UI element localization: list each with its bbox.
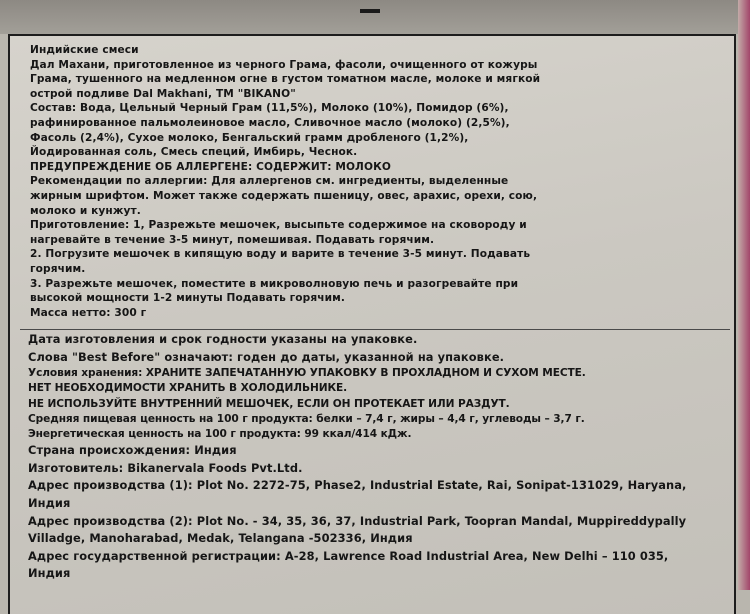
allergy-advice-line: молоко и кунжут. [30, 204, 141, 217]
allergen-warning: ПРЕДУПРЕЖДЕНИЕ ОБ АЛЛЕРГЕНЕ: СОДЕРЖИТ: МОЛОКО [30, 160, 391, 173]
dash-mark [360, 9, 380, 13]
address-line: Индия [28, 495, 71, 510]
product-label [8, 34, 736, 614]
storage-and-manufacturer-section [28, 331, 728, 583]
nutrition-line: Средняя пищевая ценность на 100 г продукта: белки – 7,4 г, жиры – 4,4 г, углеводы – 3,7 г. [28, 412, 585, 425]
best-before-line: Слова "Best Before" означают: годен до даты, указанной на упаковке. [28, 349, 505, 364]
product-description-section [30, 43, 730, 320]
address-line: Индия [28, 566, 71, 581]
category-line: Индийские смеси [30, 44, 139, 56]
address-line: Адрес государственной регистрации: A-28, Lawrence Road Industrial Area, New Delhi – 110 035, [28, 548, 669, 563]
storage-conditions-line: Условия хранения: ХРАНИТЕ ЗАПЕЧАТАННУЮ УПАКОВКУ В ПРОХЛАДНОМ И СУХОМ МЕСТЕ. [28, 367, 586, 380]
country-of-origin: Страна происхождения: Индия [28, 443, 237, 458]
net-weight: Масса нетто: 300 г [30, 306, 147, 319]
background-strip [0, 0, 750, 34]
allergy-advice-line: Рекомендации по аллергии: Для аллергенов см. ингредиенты, выделенные [30, 175, 509, 188]
address-line: Адрес производства (2): Plot No. - 34, 35, 36, 37, Industrial Park, Toopran Mandal, Muppireddypally [28, 513, 687, 528]
production-date-line: Дата изготовления и срок годности указаны на упаковке. [28, 332, 418, 346]
section-divider [20, 329, 730, 330]
preparation-line: 2. Погрузите мешочек в кипящую воду и варите в течение 3-5 минут. Подавать [30, 248, 531, 261]
ingredients-line: Состав: Вода, Цельный Черный Грам (11,5%), Молоко (10%), Помидор (6%), [30, 102, 509, 115]
description-line: Дал Махани, приготовленное из черного Грама, фасоли, очищенного от кожуры [30, 58, 538, 71]
storage-conditions-line: НЕ ИСПОЛЬЗУЙТЕ ВНУТРЕННИЙ МЕШОЧЕК, ЕСЛИ ОН ПРОТЕКАЕТ ИЛИ РАЗДУТ. [28, 397, 510, 410]
ingredients-line: рафинированное пальмолеиновое масло, Сливочное масло (молоко) (2,5%), [30, 116, 510, 129]
preparation-line: 3. Разрежьте мешочек, поместите в микроволновую печь и разогревайте при [30, 277, 519, 290]
manufacturer-line: Изготовитель: Bikanervala Foods Pvt.Ltd. [28, 460, 303, 475]
address-line: Адрес производства (1): Plot No. 2272-75, Phase2, Industrial Estate, Rai, Sonipat-131029, Haryana, [28, 478, 687, 493]
energy-line: Энергетическая ценность на 100 г продукта: 99 ккал/414 кДж. [28, 428, 412, 440]
preparation-line: Приготовление: 1, Разрежьте мешочек, высыпьте содержимое на сковороду и [30, 219, 527, 232]
ingredients-line: Йодированная соль, Смесь специй, Имбирь, Чеснок. [30, 146, 358, 159]
address-line: Villadge, Manoharabad, Medak, Telangana -502336, Индия [28, 531, 413, 546]
preparation-line: высокой мощности 1-2 минуты Подавать горячим. [30, 292, 346, 305]
description-line: острой подливе Dal Makhani, ТМ "BIKANO" [30, 87, 296, 100]
preparation-line: горячим. [30, 262, 86, 275]
allergy-advice-line: жирным шрифтом. Может также содержать пшеницу, овес, арахис, орехи, сою, [30, 189, 538, 202]
preparation-line: нагревайте в течение 3-5 минут, помешивая. Подавать горячим. [30, 233, 435, 246]
description-line: Грама, тушенного на медленном огне в густом томатном масле, молоке и мягкой [30, 73, 541, 86]
package-edge [738, 0, 750, 590]
storage-conditions-line: НЕТ НЕОБХОДИМОСТИ ХРАНИТЬ В ХОЛОДИЛЬНИКЕ. [28, 382, 348, 395]
ingredients-line: Фасоль (2,4%), Сухое молоко, Бенгальский грамм дробленого (1,2%), [30, 131, 469, 144]
